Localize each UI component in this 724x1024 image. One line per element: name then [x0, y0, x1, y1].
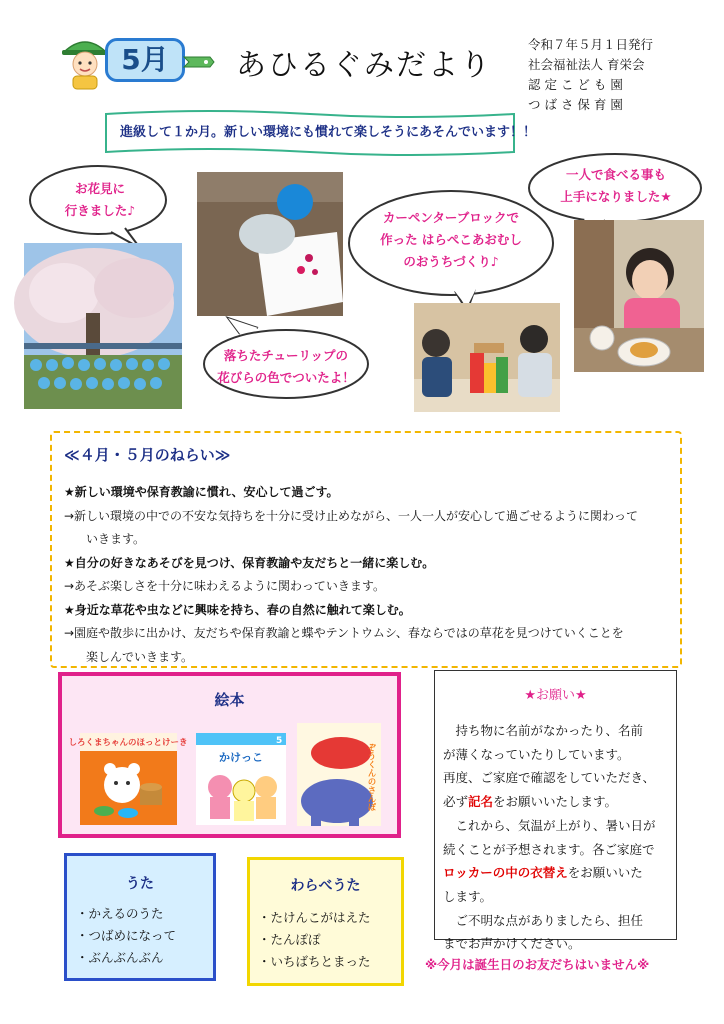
- list-item: ・たけんこがはえた: [258, 910, 371, 925]
- child-mascot-icon: [58, 30, 112, 90]
- issue-date: 令和７年５月１日発行: [528, 37, 654, 52]
- request-line: までお声かけください。: [443, 936, 581, 952]
- facility-type: 認 定 こ ど も 園: [528, 77, 623, 92]
- aim-goal: ★新しい環境や保育教諭に慣れ、安心して過ごす。: [64, 485, 339, 499]
- bubble-hanami-text: お花見に 行きました♪: [64, 181, 136, 218]
- photo-block-play: [414, 303, 560, 412]
- list-item: ・いちばちとまった: [258, 954, 371, 969]
- request-line: 続くことが予想されます。各ご家庭で: [443, 841, 655, 857]
- photo-cherry-blossom-group: [24, 243, 182, 409]
- request-line: 必ず記名をお願いいたします。: [443, 794, 618, 810]
- highlight-locker-clothes: ロッカーの中の衣替え: [443, 865, 568, 881]
- facility-name: つ ば さ 保 育 園: [528, 97, 623, 112]
- photo-child-eating: [574, 220, 704, 372]
- book-title: ぞうくんのさんぽ: [366, 743, 376, 811]
- request-line: 持ち物に名前がなかったり、名前: [443, 723, 644, 738]
- aim-detail: いきます。: [86, 532, 146, 546]
- request-line: ロッカーの中の衣替えをお願いいた: [443, 865, 643, 881]
- book-title: しろくまちゃんのほっとけーき: [68, 738, 188, 748]
- bubble-tulip-text: 落ちたチューリップの 花びらの色でついたよ！: [217, 348, 355, 385]
- book-number: 5: [276, 736, 283, 746]
- aim-goal: ★身近な草花や虫などに興味を持ち、春の自然に触れて楽しむ。: [64, 602, 411, 617]
- request-body: [443, 719, 675, 956]
- picture-books-title: 絵本: [214, 691, 245, 709]
- newsletter-title: あひるぐみだより: [236, 48, 492, 83]
- book-title: かけっこ: [219, 751, 263, 764]
- aim-detail: →園庭や散歩に出かけ、友だちや保育教諭と蝶やテントウムシ、春ならではの草花を見つけていくことを: [64, 626, 624, 640]
- aim-detail: 楽しんでいきます。: [86, 649, 194, 664]
- banner-message: 進級して１か月。新しい環境にも慣れて楽しそうにあそんでいます！！: [120, 125, 537, 140]
- list-item: ・ぶんぶんぶん: [76, 950, 164, 965]
- nursery-rhymes-list: [258, 907, 371, 973]
- nursery-rhymes-title: わらべうた: [290, 878, 361, 894]
- corporation-name: 社会福祉法人 育栄会: [528, 57, 645, 72]
- request-line: が薄くなっていたりしています。: [443, 746, 630, 762]
- list-item: ・たんぽぽ: [258, 932, 321, 947]
- birthday-note: ※今月は誕生日のお友だちはいません※: [425, 957, 650, 972]
- bubble-eating-text: 一人で食べる事も 上手になりました★: [560, 167, 672, 204]
- request-line: 再度、ご家庭で確認をしていただき、: [443, 770, 656, 786]
- request-title: ★お願い★: [524, 688, 587, 703]
- aim-detail: →あそぶ楽しさを十分に味わえるように関わっていきます。: [64, 579, 385, 593]
- request-line: これから、気温が上がり、暑い日が: [443, 817, 656, 833]
- photo-tulip-painting: [197, 172, 343, 316]
- request-line: ご不明な点がありましたら、担任: [443, 912, 644, 928]
- aims-list: [64, 481, 674, 669]
- aims-title: ≪４月・５月のねらい≫: [64, 446, 231, 464]
- book-cover-shirokuma: [68, 733, 188, 825]
- highlight-name-label: 記名: [468, 794, 494, 810]
- request-line: します。: [443, 888, 493, 904]
- book-cover-zoukun: [297, 723, 381, 826]
- list-item: ・かえるのうた: [76, 906, 164, 921]
- book-cover-kakekko: [196, 733, 286, 825]
- carp-streamer-icon: [184, 55, 214, 69]
- bubble-carpenter-text: カーペンターブロックで 作った はらぺこあおむし のおうちづくり♪: [380, 210, 522, 269]
- issuer-info: [528, 35, 653, 115]
- list-item: ・つばめになって: [76, 928, 177, 943]
- aim-goal: ★自分の好きなあそびを見つけ、保育教諭や友だちと一緒に楽しむ。: [64, 555, 435, 570]
- songs-list: [76, 903, 176, 969]
- month-badge: 5月: [105, 38, 185, 82]
- songs-title: うた: [126, 876, 154, 892]
- aim-detail: →新しい環境の中での不安な気持ちを十分に受け止めながら、一人一人が安心して過ごせるように関わって: [64, 508, 638, 523]
